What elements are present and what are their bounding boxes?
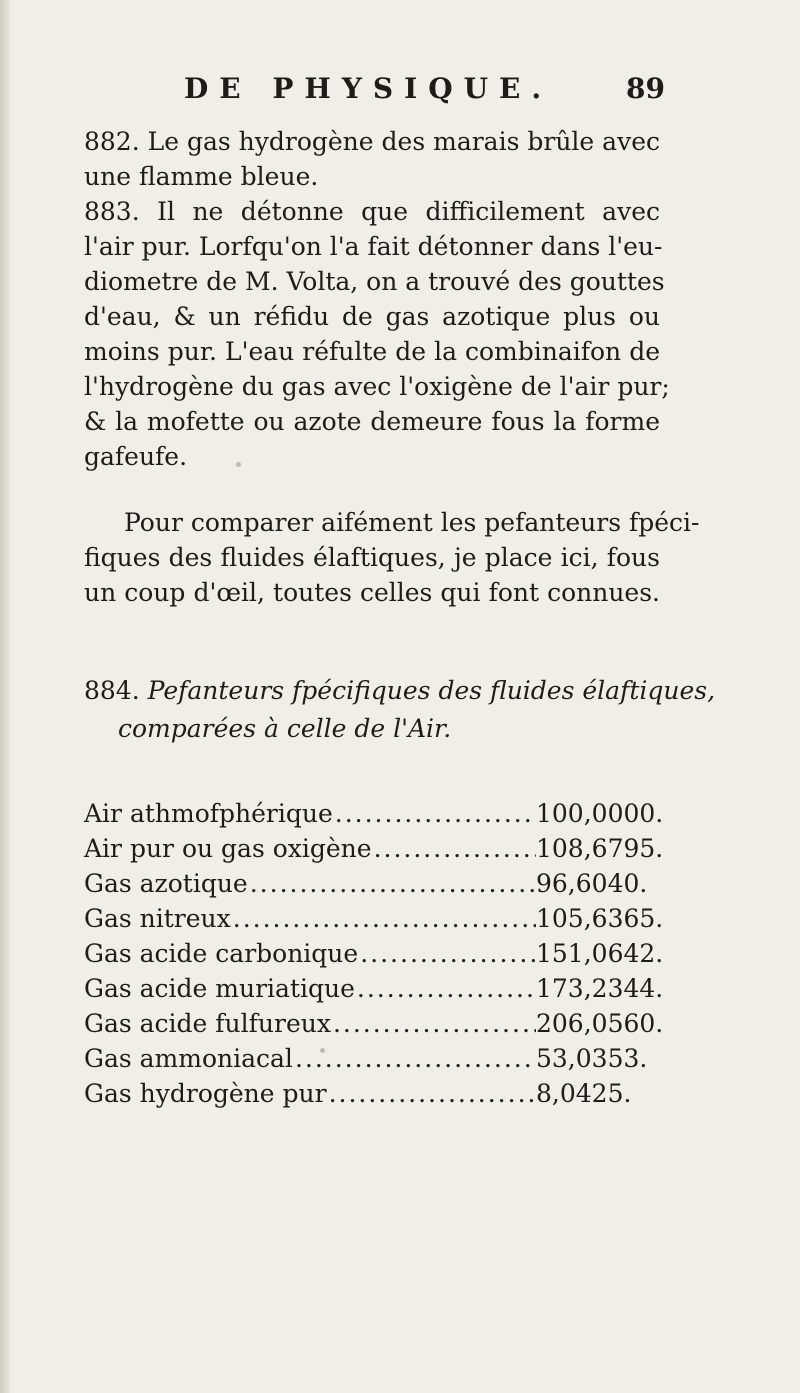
running-title: DE PHYSIQUE. [184, 72, 553, 105]
gas-value: 151,0642. [536, 939, 664, 968]
gas-name: Gas azotique [84, 869, 248, 898]
section-title-line1: Pefanteurs fpécifiques des fluides élaftiques, [147, 676, 716, 705]
dot-leader [331, 1006, 536, 1041]
paragraph-883 [84, 194, 670, 474]
paragraph-882 [84, 124, 660, 194]
gas-name: Air pur ou gas oxigène [84, 834, 372, 863]
dot-leader [327, 1076, 536, 1111]
gas-name: Gas hydrogène pur [84, 1079, 327, 1108]
section-number: 884. [84, 676, 140, 705]
gas-value: 8,0425. [536, 1079, 632, 1108]
table-row [84, 866, 684, 901]
table-row [84, 831, 684, 866]
text-line: diometre de M. Volta, on a trouvé des gouttes [84, 267, 665, 296]
table-row [84, 936, 684, 971]
table-row [84, 1006, 684, 1041]
ink-speck [320, 1048, 325, 1053]
text-line: Pour comparer aifément les pefanteurs fpéci- [124, 508, 700, 537]
paragraph-compare [84, 505, 700, 610]
text-line: d'eau, & un réfidu de gas azotique plus ou [84, 302, 660, 331]
text-line: une flamme bleue. [84, 162, 319, 191]
gas-name: Gas nitreux [84, 904, 231, 933]
text-line: l'hydrogène du gas avec l'oxigène de l'air pur; [84, 372, 670, 401]
gas-value: 53,0353. [536, 1044, 648, 1073]
gas-value: 105,6365. [536, 904, 664, 933]
ink-speck [236, 462, 241, 467]
text-line: moins pur. L'eau réfulte de la combinaifon de [84, 337, 660, 366]
text-line: & la mofette ou azote demeure fous la forme [84, 407, 660, 436]
text-line: l'air pur. Lorfqu'on l'a fait détonner dans l'eu- [84, 232, 663, 261]
dot-leader [355, 971, 536, 1006]
section-heading-884 [84, 672, 716, 748]
gas-name: Gas ammoniacal [84, 1044, 293, 1073]
gas-name: Gas acide fulfureux [84, 1009, 331, 1038]
text-line: un coup d'œil, toutes celles qui font connues. [84, 578, 660, 607]
dot-leader [293, 1041, 536, 1076]
specific-gravity-table [84, 796, 684, 1111]
table-row [84, 971, 684, 1006]
page-number: 89 [626, 72, 665, 105]
page-header [0, 72, 800, 108]
text-line: gafeufe. [84, 442, 188, 471]
gas-value: 108,6795. [536, 834, 664, 863]
dot-leader [358, 936, 536, 971]
dot-leader [248, 866, 536, 901]
gas-name: Air athmofphérique [84, 799, 333, 828]
table-row [84, 796, 684, 831]
text-line: fiques des fluides élaftiques, je place ici, fous [84, 543, 660, 572]
dot-leader [333, 796, 536, 831]
page-binding-edge [0, 0, 10, 1393]
dot-leader [372, 831, 536, 866]
section-title-line2: comparées à celle de l'Air. [118, 714, 452, 743]
gas-value: 96,6040. [536, 869, 648, 898]
gas-name: Gas acide muriatique [84, 974, 355, 1003]
text-line: 883. Il ne détonne que difficilement avec [84, 197, 660, 226]
table-row [84, 1041, 684, 1076]
dot-leader [231, 901, 536, 936]
gas-name: Gas acide carbonique [84, 939, 359, 968]
gas-value: 206,0560. [536, 1009, 664, 1038]
table-row [84, 901, 684, 936]
gas-value: 173,2344. [536, 974, 664, 1003]
gas-value: 100,0000. [536, 799, 664, 828]
text-line: 882. Le gas hydrogène des marais brûle avec [84, 127, 660, 156]
table-row [84, 1076, 684, 1111]
